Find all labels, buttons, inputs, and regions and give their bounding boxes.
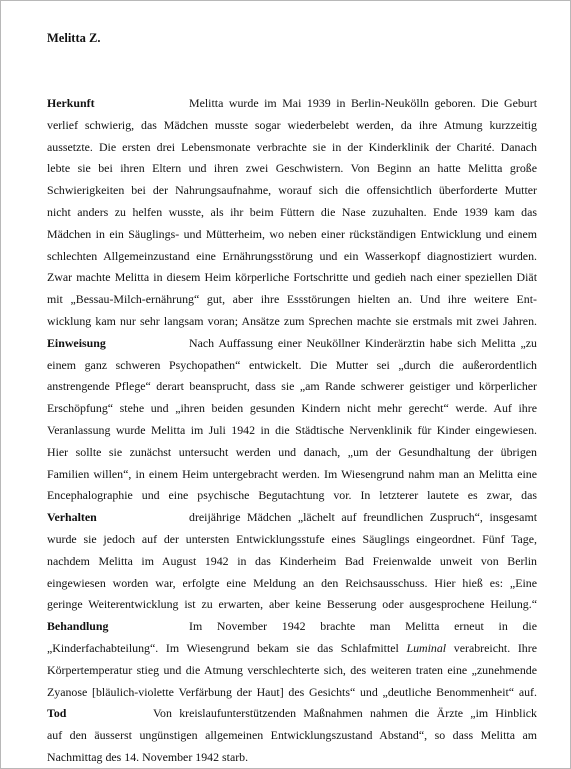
- document-body: [47, 93, 537, 769]
- herkunft-line: wicklung kam nur sehr langsam voran; Ansätze zum Sprechen machte sie erstmals mit zwei Jahren.: [47, 313, 537, 328]
- herkunft-line: lebte sie bei ihren Eltern und ihren zwei Geschwistern. Von Beginn an hatte Melitta große: [47, 161, 537, 176]
- einweisung-line: Encephalographie und eine psychische Begutachtung vor. In letzterer lautete es zwar, das: [47, 488, 537, 503]
- document-title: Melitta Z.: [47, 31, 101, 45]
- behandlung-line: Zyanose [bläulich-violette Verfärbung der Haut] des Gesichts“ und „deutliche Benommenheit“ auf.: [47, 684, 537, 699]
- verhalten-line: eingewiesen worden war, erfolgte eine Meldung an den Reichsausschuss. Hier hieß es: „Eine: [47, 575, 537, 590]
- tod-first-line: [47, 703, 537, 725]
- einweisung-first-text: Nach Auffassung einer Neuköllner Kinderärztin habe sich Melitta „zu: [189, 335, 537, 350]
- verhalten-line: nachdem Melitta im August 1942 in das Kinderheim Bad Freienwalde unweit von Berlin: [47, 553, 537, 568]
- herkunft-heading: Herkunft: [47, 96, 95, 110]
- tod-line: auf den äusserst ungünstigen allgemeinen Entwicklungszustand Abstand“, so dass Melitta am: [47, 728, 537, 743]
- verhalten-line: geringe Weiterentwicklung ist zu erwarten, aber keine Besserung oder ausgesprochene Heilung.“: [47, 597, 537, 612]
- tod-heading: Tod: [47, 706, 67, 721]
- verhalten-heading: Verhalten: [47, 510, 97, 525]
- einweisung-line: anstrengende Pflege“ derart beansprucht, dass sie „am Rande schwerer geistiger und körperlicher: [47, 379, 537, 394]
- tod-last-line: Nachmittag des 14. November 1942 starb.: [47, 749, 249, 764]
- herkunft-line: mit „Bessau-Milch-ernährung“ gut, aber ihre Essstörungen hielten an. Und ihre weitere Ent-: [47, 292, 537, 307]
- einweisung-line: Veranlassung wurde Melitta im Juli 1942 in die Städtische Nervenklinik für Kinder eingewiesen.: [47, 422, 537, 437]
- herkunft-line: verlief schwierig, das Mädchen musste sogar wiederbelebt werden, da ihre Atmung kurzzeitig: [47, 117, 537, 132]
- behandlung-line: [47, 638, 537, 660]
- einweisung-line: Erschöpfung“ stehe und „ihren beiden gesunden Kindern nicht mehr gerecht“ werde. Auf ihre: [47, 401, 537, 416]
- verhalten-line: wurde sie jedoch auf der untersten Entwicklungsstufe eines Säuglings eingeordnet. Fünf Tage,: [47, 531, 537, 546]
- behandlung-line: Körpertemperatur stieg und die Atmung verschlechterte sich, des weiteren traten eine „zunehmende: [47, 662, 537, 677]
- herkunft-line: aussetzte. Die ersten drei Lebensmonate verbrachte sie in der Kinderklinik der Charité. Danach: [47, 139, 537, 154]
- herkunft-line: Zwar machte Melitta in diesem Heim körperliche Fortschritte und gedieh nach einer speziellen Diät: [47, 270, 537, 285]
- behandlung-line-post: verabreicht. Ihre: [446, 640, 537, 655]
- einweisung-line: einem ganz schweren Psychopathen“ entwickelt. Die Mutter sei „durch die außerordentlich: [47, 357, 537, 372]
- herkunft-first-line: [47, 93, 537, 115]
- einweisung-line: Hier sollte sie zunächst untersucht werden und danach, „um der Gesundhaltung der übrigen: [47, 444, 537, 459]
- behandlung-line-pre: „Kinderfachabteilung“. Im Wiesengrund bekam sie das Schlafmittel: [47, 640, 407, 655]
- herkunft-line: Schwierigkeiten bei der Nahrungsaufnahme, worauf sich die offensichtlich überforderte Mutter: [47, 183, 537, 198]
- tod-first-text: Von kreislaufunterstützenden Maßnahmen nahmen die Ärzte „im Hinblick: [153, 706, 537, 721]
- herkunft-line: Mädchen in ein Säuglings- und Mütterheim, wo neben einer rückständigen Entwicklung und einem: [47, 226, 537, 241]
- herkunft-line: schlechten Allgemeinzustand eine Ernährungsstörung und ein Wasserkopf diagnostiziert wurden.: [47, 248, 537, 263]
- einweisung-line: Familien willen“, in einem Heim untergebracht werden. Im Wiesengrund nahm man an Melitta eine: [47, 466, 537, 481]
- drug-name: Luminal: [406, 640, 447, 655]
- verhalten-first-text: dreijährige Mädchen „lächelt auf freundlichen Zuspruch“, insgesamt: [189, 510, 537, 525]
- einweisung-heading: Einweisung: [47, 335, 106, 350]
- behandlung-heading: Behandlung: [47, 619, 109, 634]
- verhalten-first-line: [47, 507, 537, 529]
- behandlung-first-line: [47, 616, 537, 638]
- herkunft-line: nicht anders zu helfen wusste, als ihr beim Füttern die Nase zuzuhalten. Ende 1939 kam das: [47, 204, 537, 219]
- herkunft-first-text: Melitta wurde im Mai 1939 in Berlin-Neukölln geboren. Die Geburt: [189, 96, 537, 110]
- behandlung-first-text: Im November 1942 brachte man Melitta erneut in die: [189, 619, 537, 634]
- einweisung-first-line: [47, 333, 537, 355]
